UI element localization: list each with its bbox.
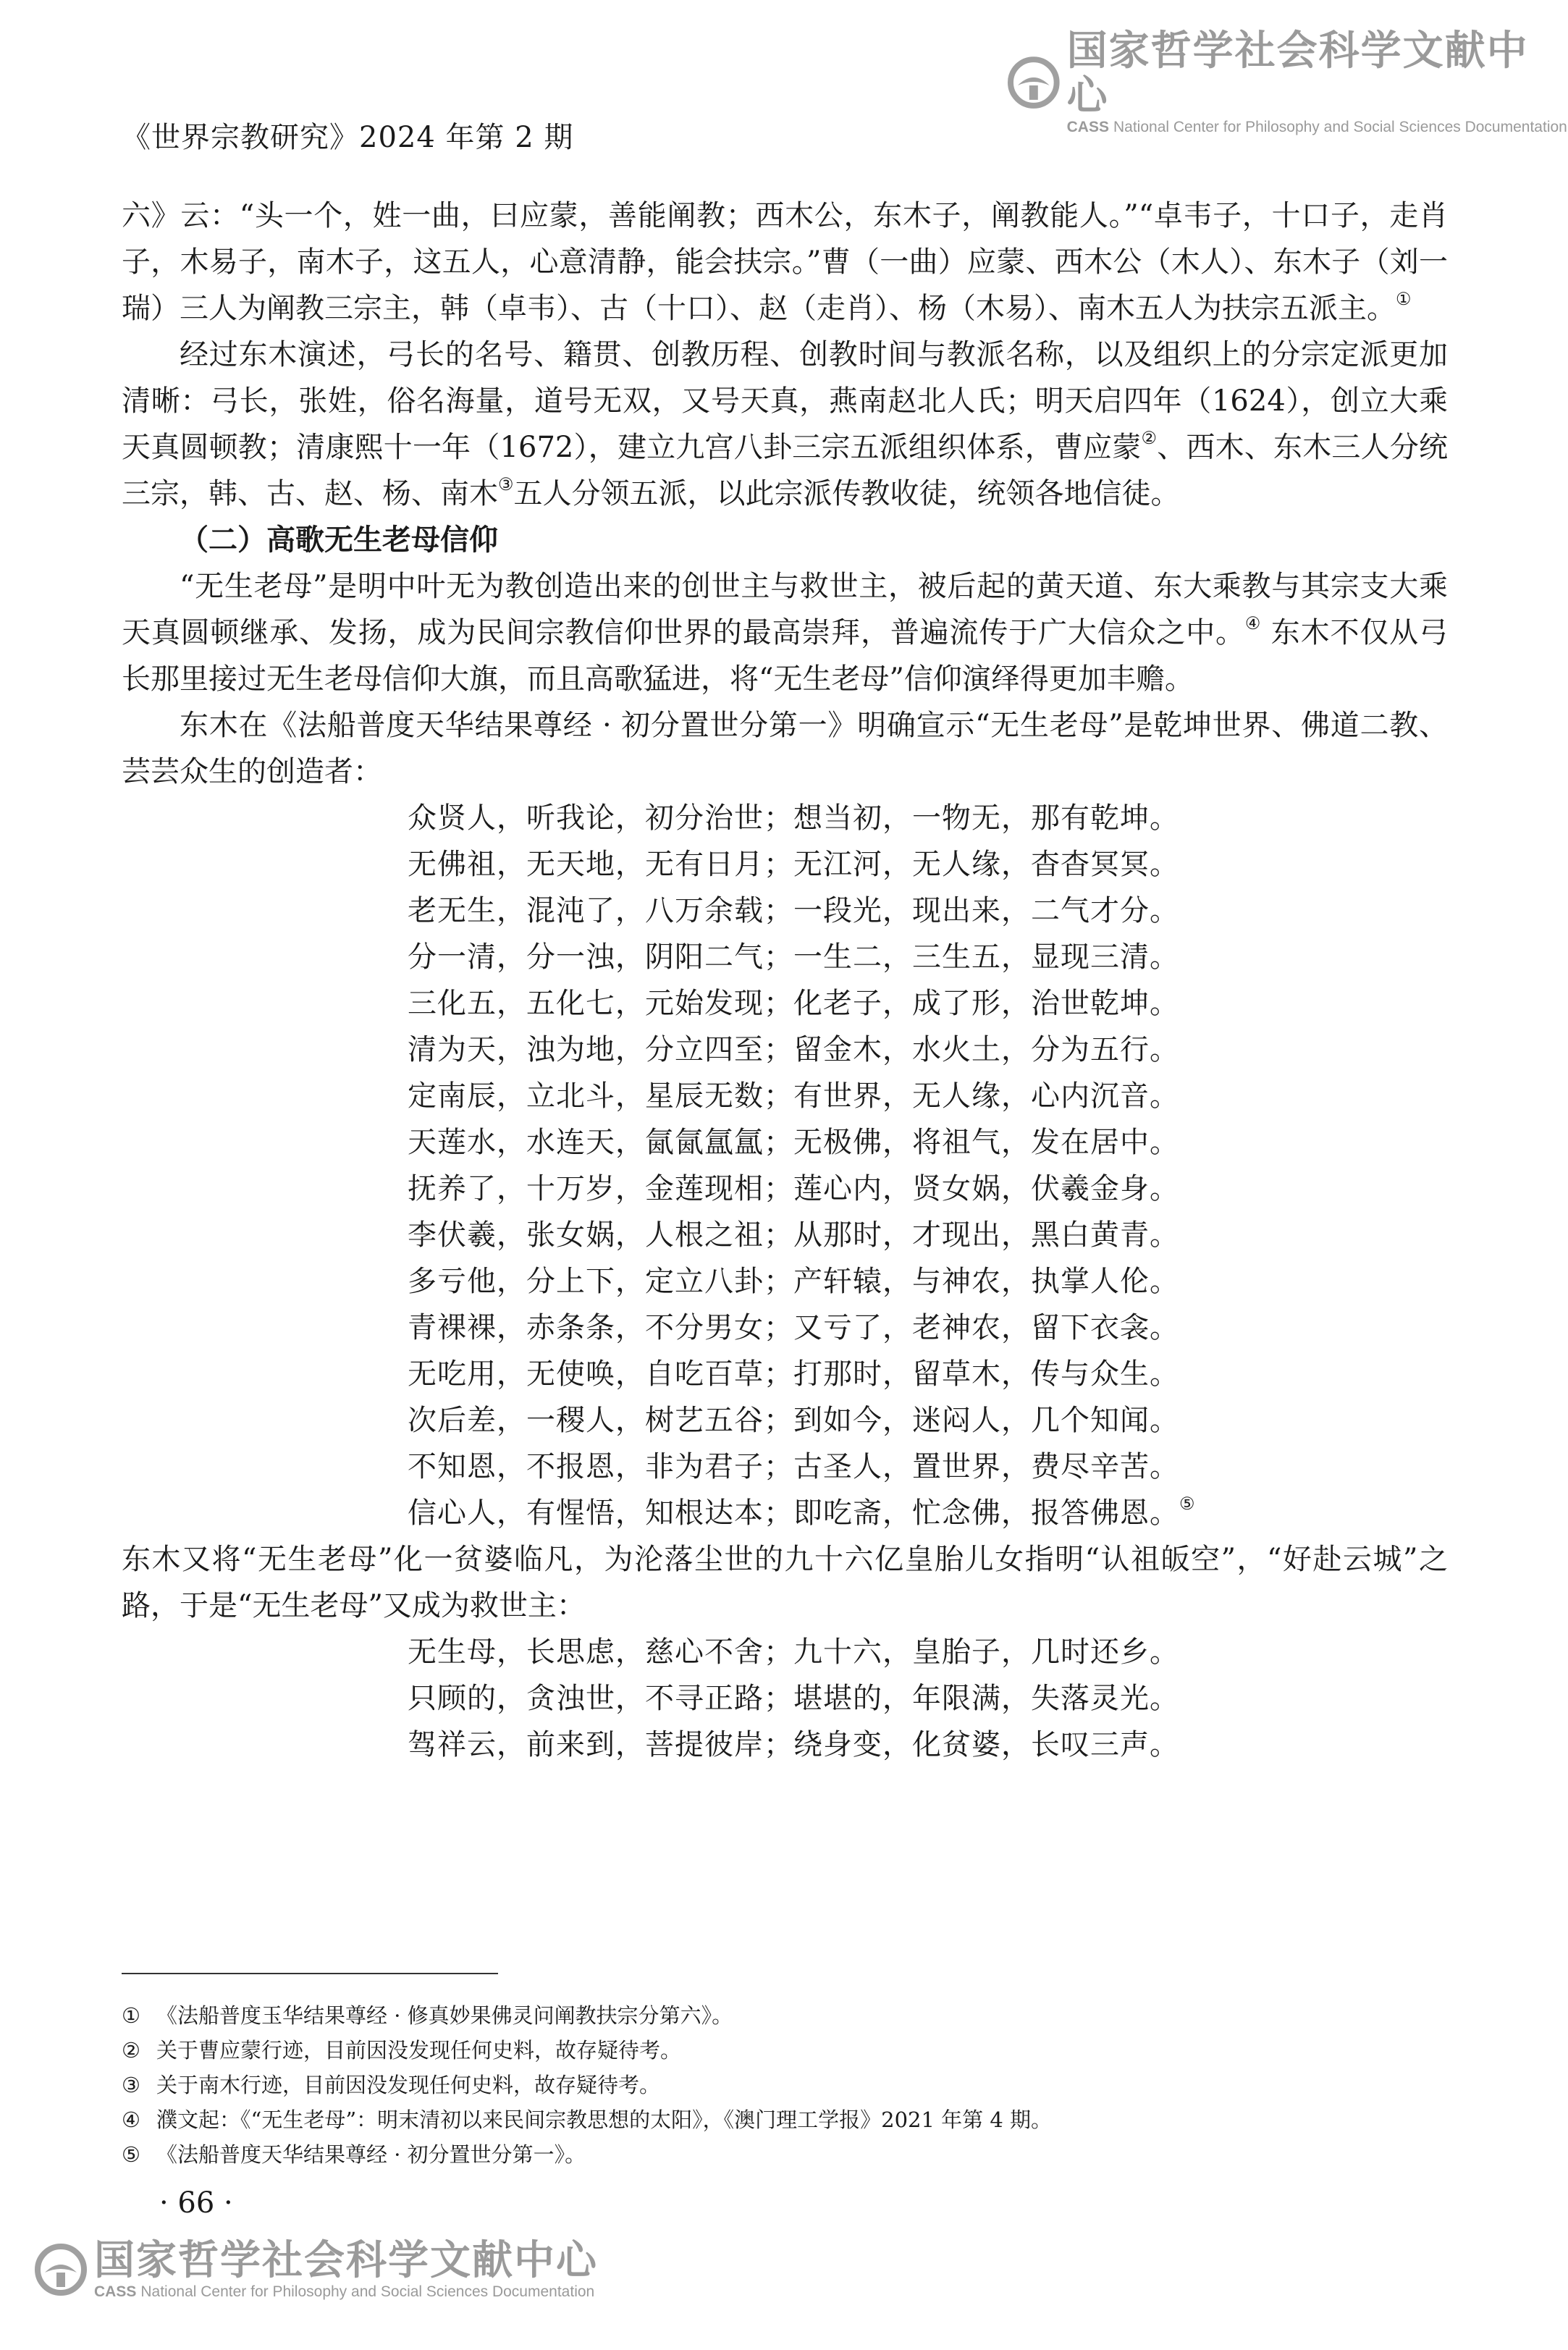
verse-line: 清为天，浊为地，分立四至；留金木，水火土，分为五行。 — [408, 1033, 1179, 1066]
journal-header: 《世界宗教研究》2024 年第 2 期 — [122, 121, 574, 154]
verse-line: 无生母，长思虑，慈心不舍；九十六，皇胎子，几时还乡。 — [408, 1635, 1179, 1669]
verse-line: 无佛祖，无天地，无有日月；无江河，无人缘，杳杳冥冥。 — [408, 848, 1179, 881]
verse-line: 天莲水，水连天，氤氤氲氲；无极佛，将祖气，发在居中。 — [408, 1126, 1179, 1159]
footnotes — [122, 1998, 1448, 2172]
footnote-ref-1[interactable]: ① — [1396, 289, 1412, 309]
logo-title-cn: 国家哲学社会科学文献中心 — [94, 2237, 598, 2284]
footnote-divider — [122, 1973, 498, 1974]
cass-logo-icon — [35, 2244, 87, 2296]
verse-block-2 — [408, 1629, 1448, 1768]
verse-line: 分一清，分一浊，阴阳二气；一生二，三生五，显现三清。 — [408, 940, 1179, 974]
footnote-item: ④ 濮文起：《“无生老母”：明末清初以来民间宗教思想的太阳》，《澳门理工学报》2021 年第 4 期。 — [122, 2107, 1053, 2132]
cass-logo-icon — [1008, 56, 1060, 109]
verse-line: 多亏他，分上下，定立八卦；产轩辕，与神农，执掌人伦。 — [408, 1265, 1179, 1298]
footnote-ref-4[interactable]: ④ — [1244, 613, 1262, 633]
logo-title-cn: 国家哲学社会科学文献中心 — [1066, 28, 1529, 119]
verse-line: 无吃用，无使唤，自吃百草；打那时，留草木，传与众生。 — [408, 1357, 1179, 1391]
logo-abbr: CASS — [1066, 119, 1109, 135]
paragraph-3: “无生老母”是明中叶无为教创造出来的创世主与救世主，被后起的黄天道、东大乘教与其宗支大乘天真圆顿继承、发扬，成为民间宗教信仰世界的最高崇拜，普遍流传于广大信众之中。④ 东木不仅从弓长那里接过无生老母信仰大旗，而且高歌猛进，将“无生老母”信仰演绎得更加丰赡。 — [122, 570, 1449, 696]
verse-line: 定南辰，立北斗，星辰无数；有世界，无人缘，心内沉音。 — [408, 1079, 1179, 1113]
page-number: · 66 · — [159, 2186, 233, 2220]
verse-block-1 — [408, 795, 1448, 1536]
paragraph-5: 东木又将“无生老母”化一贫婆临凡，为沦落尘世的九十六亿皇胎儿女指明“认祖皈空”，“好赴云城”之路，于是“无生老母”又成为救世主： — [122, 1543, 1448, 1622]
section-heading: （二）高歌无生老母信仰 — [180, 523, 498, 557]
verse-line: 信心人，有惺悟，知根达本；即吃斋，忙念佛，报答佛恩。⑤ — [408, 1494, 1196, 1530]
verse-line: 抚养了，十万岁，金莲现相；莲心内，贤女娲，伏羲金身。 — [408, 1172, 1179, 1205]
footnote-ref-2[interactable]: ② — [1141, 428, 1158, 448]
logo-title-en: National Center for Philosophy and Social Sciences Documentation — [140, 2283, 595, 2300]
publisher-logo-bottom — [35, 2239, 598, 2301]
footnote-item: ⑤ 《法船普度天华结果尊经 · 初分置世分第一》。 — [122, 2142, 586, 2167]
verse-line: 驾祥云，前来到，菩提彼岸；绕身变，化贫婆，长叹三声。 — [408, 1728, 1179, 1761]
verse-line: 只顾的，贪浊世，不寻正路；堪堪的，年限满，失落灵光。 — [408, 1682, 1179, 1715]
footnote-item: ③ 关于南木行迹，目前因没发现任何史料，故存疑待考。 — [122, 2073, 661, 2097]
footnote-ref-5[interactable]: ⑤ — [1179, 1494, 1196, 1514]
logo-abbr: CASS — [94, 2283, 137, 2300]
verse-line: 众贤人，听我论，初分治世；想当初，一物无，那有乾坤。 — [408, 801, 1179, 835]
footnote-item: ② 关于曹应蒙行迹，目前因没发现任何史料，故存疑待考。 — [122, 2038, 682, 2063]
article-body — [122, 193, 1448, 1768]
verse-line: 李伏羲，张女娲，人根之祖；从那时，才现出，黑白黄青。 — [408, 1218, 1179, 1252]
footnote-item: ① 《法船普度玉华结果尊经 · 修真妙果佛灵问阐教扶宗分第六》。 — [122, 2003, 733, 2028]
verse-line: 三化五，五化七，元始发现；化老子，成了形，治世乾坤。 — [408, 987, 1179, 1020]
verse-line: 老无生，混沌了，八万余载；一段光，现出来，二气才分。 — [408, 894, 1179, 927]
paragraph-2: 经过东木演述，弓长的名号、籍贯、创教历程、创教时间与教派名称，以及组织上的分宗定派更加清晰：弓长，张姓，俗名海量，道号无双，又号天真，燕南赵北人氏；明天启四年（1624），创立大乘天真圆顿教；清康熙十一年（1672），建立九宫八卦三宗五派组织体系，曹应蒙②、西木、东木三人分统三宗，韩、古、赵、杨、南木③五人分领五派，以此宗派传教收徒，统领各地信徒。 — [122, 338, 1449, 510]
logo-title-en: National Center for Philosophy and Social Sciences Documentation — [1113, 119, 1567, 135]
paragraph-1: 六》云：“头一个，姓一曲，曰应蒙，善能阐教；西木公，东木子，阐教能人。”“卓韦子，十口子，走肖子，木易子，南木子，这五人，心意清静，能会扶宗。”曹（一曲）应蒙、西木公（木人）、东木子（刘一瑞）三人为阐教三宗主，韩（卓韦）、古（十口）、赵（走肖）、杨（木易）、南木五人为扶宗五派主。① — [122, 199, 1448, 325]
verse-line: 青裸裸，赤条条，不分男女；又亏了，老神农，留下衣衾。 — [408, 1311, 1179, 1344]
publisher-logo-top — [1008, 29, 1568, 136]
verse-line: 不知恩，不报恩，非为君子；古圣人，置世界，费尽辛苦。 — [408, 1450, 1179, 1483]
footnote-ref-3[interactable]: ③ — [498, 474, 514, 494]
verse-line: 次后差，一稷人，树艺五谷；到如今，迷闷人，几个知闻。 — [408, 1404, 1179, 1437]
paragraph-4: 东木在《法船普度天华结果尊经 · 初分置世分第一》明确宣示“无生老母”是乾坤世界、佛道二教、芸芸众生的创造者： — [122, 709, 1448, 788]
